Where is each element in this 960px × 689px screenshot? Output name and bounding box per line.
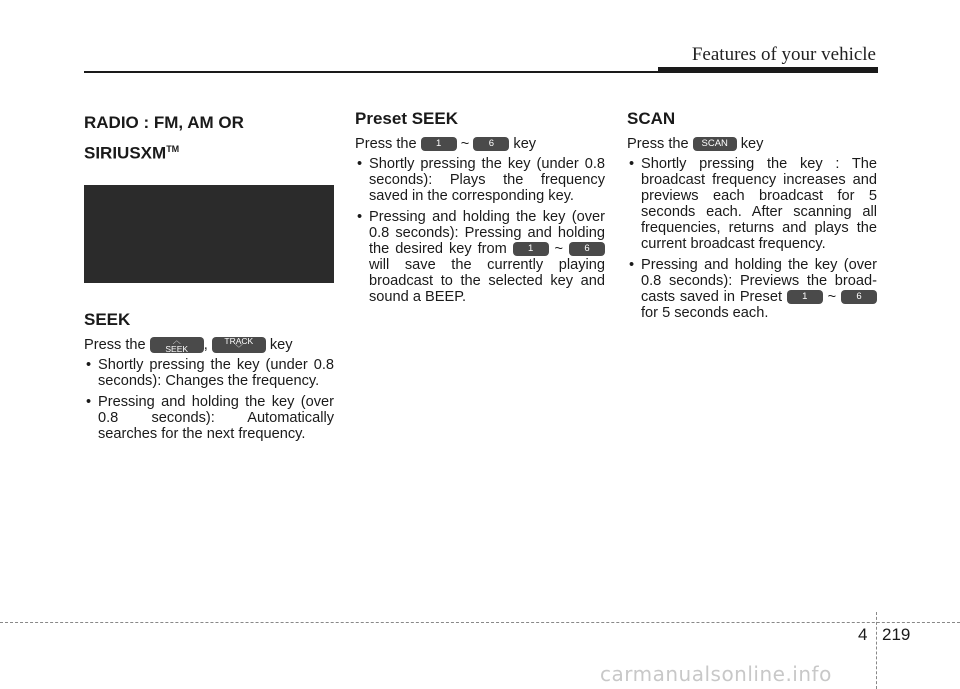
section-heading-preset-seek: Preset SEEK (355, 109, 458, 128)
lead-text-before: Press the (355, 136, 421, 152)
footer-rule (0, 622, 960, 623)
list-item: • Shortly pressing the key : The broadcast frequency increases and previews each broadcast for 5 seconds each. After scanning all frequencies, returns and plays the current broadcast frequency. (627, 156, 877, 252)
lead-comma: , (203, 336, 208, 353)
track-key-icon (212, 337, 266, 353)
section-heading-scan: SCAN (627, 109, 676, 128)
footer-divider (876, 612, 877, 689)
list-item: • Shortly pressing the key (under 0.8 seconds): Changes the frequency. (84, 357, 334, 389)
seek-key-icon (150, 337, 204, 353)
running-header: Features of your vehicle (691, 44, 876, 65)
seek-bullet-list (84, 357, 334, 442)
preset-lead-text (355, 136, 605, 152)
lead-text-before: Press the (84, 336, 150, 353)
list-item (355, 209, 605, 305)
track-key-label: TRACK (224, 335, 254, 346)
lead-text-after: key (265, 336, 293, 353)
preset-6-key-icon: 6 (473, 137, 509, 151)
section-heading-radio (84, 110, 334, 167)
column-scan (627, 108, 877, 326)
preset-6-key-icon: 6 (569, 242, 605, 256)
preset-1-key-icon: 1 (787, 290, 823, 304)
lead-text-after: key (736, 136, 764, 152)
header-rule (84, 71, 878, 73)
heading-line2: SIRIUSXM (84, 143, 167, 163)
preset-1-key-icon: 1 (513, 242, 549, 256)
heading-line1: RADIO : FM, AM OR (84, 113, 244, 132)
preset-bullet-list (355, 156, 605, 305)
seek-lead-text (84, 337, 334, 353)
bullet-text-before: Pressing and holding the key (over 0.8 seconds): Previews the broad-casts saved in Preset (641, 257, 877, 305)
bullet-text-before: Pressing and holding the key (over 0.8 seconds): Pressing and holding the desired key from (369, 209, 605, 257)
column-preset-seek (355, 108, 605, 310)
lead-text-after: key (509, 136, 537, 152)
watermark: carmanualsonline.info (600, 662, 832, 686)
trademark-mark: TM (166, 144, 180, 154)
radio-display-image (84, 185, 334, 283)
seek-key-label: SEEK (165, 343, 189, 354)
page-number: 219 (882, 625, 911, 644)
scan-lead-text (627, 136, 877, 152)
scan-key-icon: SCAN (693, 137, 737, 151)
list-item (627, 257, 877, 321)
bullet-text-after: will save the currently playing broadcast to the selected key and sound a BEEP. (369, 257, 605, 305)
list-item: • Pressing and holding the key (over 0.8 seconds): Automatically searches for the next frequency. (84, 394, 334, 442)
lead-tilde: ~ (456, 136, 474, 152)
bullet-tilde: ~ (822, 289, 841, 305)
list-item: • Shortly pressing the key (under 0.8 seconds): Plays the frequency saved in the corresponding key. (355, 156, 605, 204)
lead-text-before: Press the (627, 136, 693, 152)
chapter-number: 4 (858, 625, 868, 644)
bullet-tilde: ~ (548, 241, 569, 257)
section-heading-seek: SEEK (84, 309, 131, 329)
preset-6-key-icon: 6 (841, 290, 877, 304)
chevron-down-icon: ﹀ (234, 343, 243, 353)
chevron-up-icon: ︿ (172, 335, 181, 345)
scan-bullet-list (627, 156, 877, 321)
column-radio (84, 108, 334, 447)
preset-1-key-icon: 1 (421, 137, 457, 151)
bullet-text-after: for 5 seconds each. (641, 305, 769, 321)
